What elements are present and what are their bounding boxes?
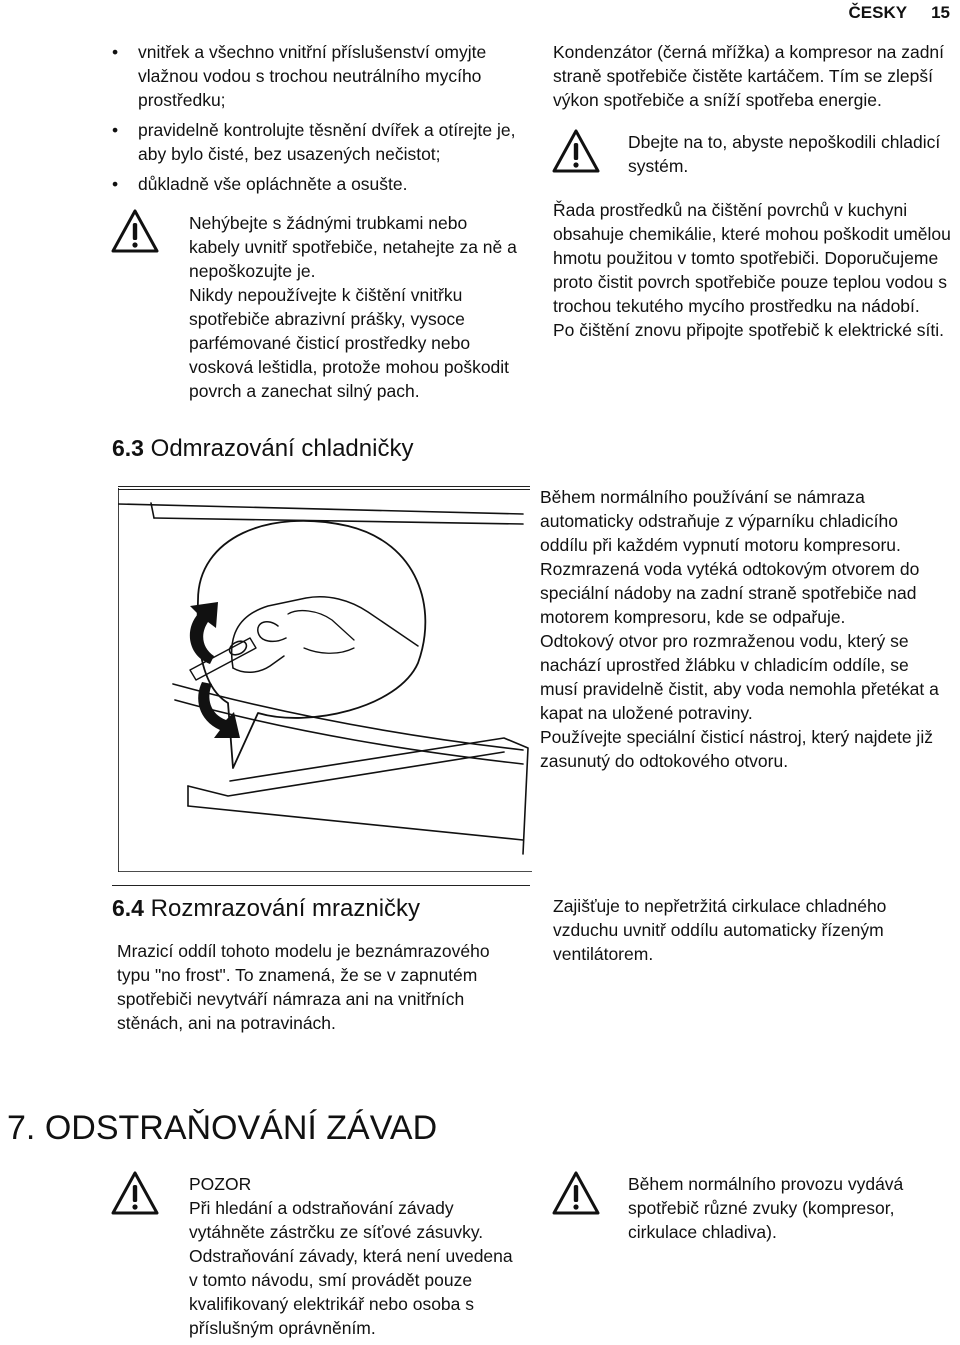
chapter-heading: ODSTRAŇOVÁNÍ ZÁVAD [44, 1109, 438, 1147]
chapter-number: 7. [7, 1109, 36, 1147]
warning-text-cooling-system: Dbejte na to, abyste nepoškodili chladicí systém. [628, 132, 941, 176]
section-heading: Rozmrazování mrazničky [150, 895, 421, 922]
page-header [760, 0, 950, 26]
list-item: • důkladně vše opláchněte a osušte. [112, 174, 408, 194]
section-heading: Odmrazování chladničky [150, 435, 414, 462]
warning-triangle-icon [551, 1170, 601, 1216]
section-title-6-3 [112, 433, 532, 464]
chemicals-paragraph: Řada prostředků na čištění povrchů v kuchyni obsahuje chemikálie, které mohou poškodit umělou hmotu použitou v tomto spotřebiči. Doporučujeme proto čistit povrch spotřebiče pouze teplou vodou s trochou tekutého mycího prostředku na nádobí. Po čištění znovu připojte spotřebič k elektrické síti. [553, 200, 951, 340]
warning-text-abrasives: Nikdy nepoužívejte k čištění vnitřku spotřebiče abrazivní prášky, vysoce parfémované čisticí prostředky nebo vosková leštidla, protože mohou poškodit povrch a zanechat silný pach. [189, 285, 510, 401]
noise-note-text: Během normálního provozu vydává spotřebič různé zvuky (kompresor, cirkulace chladiva). [628, 1174, 904, 1242]
section-divider [112, 885, 530, 886]
list-item: • vnitřek a všechno vnitřní příslušenství omyjte vlažnou vodou s trochou neutrálního mycího prostředku; [112, 42, 487, 110]
bullet: • [112, 174, 119, 194]
defrost-fridge-text: Během normálního používání se námraza automaticky odstraňuje z výparníku chladicího oddílu při každém vypnutí motoru kompresoru. Rozmrazená voda vytéká odtokovým otvorem do speciální nádoby na zadní straně spotřebiče nad motorem kompresoru, kde se odpařuje. Odtokový otvor pro rozmraženou vodu, který se nachází uprostřed žlábku v chladicím oddíle, se musí pravidelně čistit, aby voda nemohla přetékat a kapat na uložené potraviny. Používejte speciální čisticí nástroj, který najdete již zasunutý do odtokového otvoru. [540, 487, 939, 771]
caution-unplug-text: Při hledání a odstraňování závady vytáhněte zástrčku ze síťové zásuvky. [189, 1198, 484, 1242]
condenser-paragraph: Kondenzátor (černá mřížka) a kompresor na zadní straně spotřebiče čistěte kartáčem. Tím se zlepší výkon spotřebiče a sníží spotřeba energie. [553, 42, 945, 110]
no-frost-paragraph: Mrazicí oddíl tohoto modelu je beznámrazového typu "no frost". To znamená, že se v zapnutém spotřebiči nevytváří námraza ani na vnitřních stěnách, ani na potravinách. [117, 941, 490, 1033]
section-number: 6.3 [112, 435, 144, 461]
warning-triangle-icon [110, 1170, 160, 1216]
section-number: 6.4 [112, 895, 144, 921]
caution-label: POZOR [189, 1174, 252, 1194]
chapter-title-7 [7, 1108, 507, 1148]
language-label: ČESKY [848, 3, 908, 22]
warning-triangle-icon [551, 128, 601, 174]
cleaning-bullet-list [112, 40, 527, 196]
warning-block [189, 211, 519, 403]
caution-block [189, 1172, 519, 1340]
warning-triangle-icon [110, 208, 160, 254]
bullet: • [112, 120, 119, 140]
bullet: • [112, 42, 119, 62]
air-circulation-paragraph: Zajišťuje to nepřetržitá cirkulace chladného vzduchu uvnitř oddílu automaticky řízeným ventilátorem. [553, 896, 887, 964]
defrost-drain-illustration [118, 488, 532, 872]
list-item: • pravidelně kontrolujte těsnění dvířek a otírejte je, aby bylo čisté, bez usazených nečistot; [112, 120, 516, 164]
caution-electrician-text: Odstraňování závady, která není uvedena v tomto návodu, smí provádět pouze kvalifikovaný elektrikář nebo osoba s příslušným oprávněním. [189, 1246, 513, 1338]
page-number: 15 [931, 3, 950, 22]
section-title-6-4 [112, 893, 532, 924]
warning-text-pipes: Nehýbejte s žádnými trubkami nebo kabely uvnitř spotřebiče, netahejte za ně a nepoškozujte je. [189, 213, 517, 281]
